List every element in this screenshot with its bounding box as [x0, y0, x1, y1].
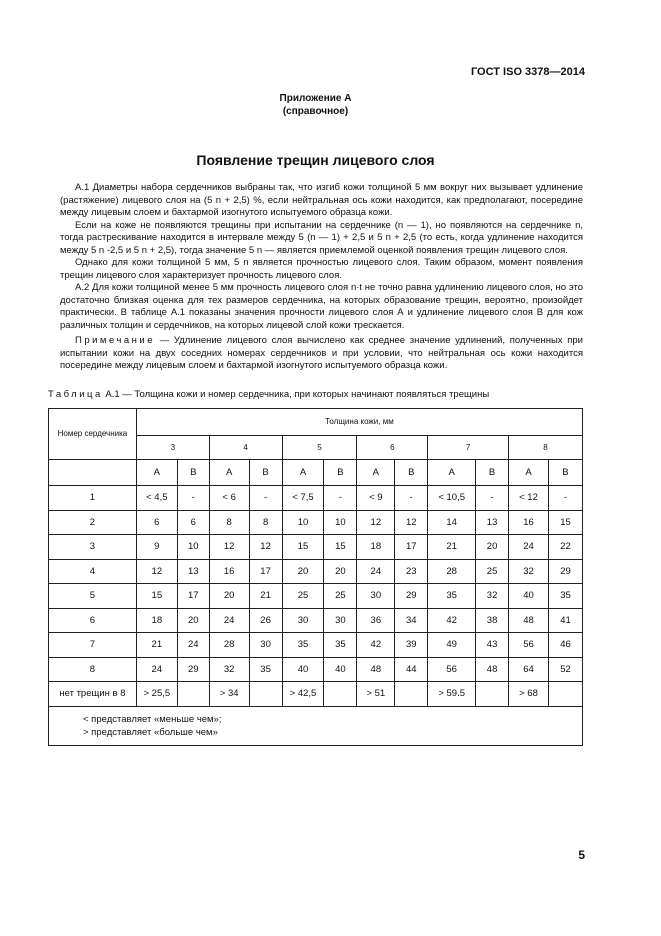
value-cell: 49 — [428, 633, 476, 658]
value-cell: < 4,5 — [136, 486, 177, 511]
value-cell: 24 — [209, 608, 249, 633]
table-row — [49, 633, 583, 658]
value-cell: 40 — [324, 657, 357, 682]
value-cell: 35 — [282, 633, 324, 658]
value-cell: > 34 — [209, 682, 249, 707]
value-cell: 13 — [177, 559, 209, 584]
value-cell: 26 — [249, 608, 282, 633]
value-cell: 56 — [428, 657, 476, 682]
value-cell: > 25,5 — [136, 682, 177, 707]
table-caption-text: А.1 — Толщина кожи и номер сердечника, при которых начинают появляться трещины — [102, 389, 490, 400]
value-cell — [177, 682, 209, 707]
sub-header: B — [395, 460, 428, 486]
mandrel-number-cell: 2 — [49, 510, 137, 535]
value-cell: < 6 — [209, 486, 249, 511]
thickness-header: 3 — [136, 436, 209, 460]
value-cell: 29 — [177, 657, 209, 682]
value-cell: 21 — [249, 584, 282, 609]
note-paragraph — [60, 335, 583, 373]
data-table — [48, 408, 583, 746]
value-cell: 20 — [282, 559, 324, 584]
value-cell — [476, 682, 509, 707]
value-cell: 30 — [249, 633, 282, 658]
value-cell: 29 — [548, 559, 582, 584]
value-cell: < 10,5 — [428, 486, 476, 511]
standard-code: ГОСТ ISO 3378—2014 — [470, 66, 585, 78]
value-cell: - — [324, 486, 357, 511]
value-cell — [395, 682, 428, 707]
value-cell: 52 — [548, 657, 582, 682]
value-cell: 20 — [476, 535, 509, 560]
value-cell: 22 — [548, 535, 582, 560]
value-cell: 14 — [428, 510, 476, 535]
paragraph-3: Однако для кожи толщиной 5 мм, 5 n является прочностью лицевого слоя. Таким образом, момент появления трещин лицевого слоя характеризует прочность лицевого слоя. — [60, 257, 583, 281]
sub-header: A — [282, 460, 324, 486]
thickness-header: 6 — [357, 436, 428, 460]
table-row — [49, 584, 583, 609]
note-text: — Удлинение лицевого слоя вычислено как среднее значение удлинений, полученных при испытании кожи на двух соседних номерах сердечников и при условии, что нейтральная ось кожи находится посередине между лицевым слоем и бахтармой изогнутого испытуемого образца кожи. — [60, 335, 583, 371]
value-cell: 56 — [509, 633, 549, 658]
value-cell: 21 — [428, 535, 476, 560]
mandrel-number-cell: 6 — [49, 608, 137, 633]
value-cell: 24 — [136, 657, 177, 682]
value-cell: 43 — [476, 633, 509, 658]
sub-header: B — [548, 460, 582, 486]
table-row — [49, 535, 583, 560]
mandrel-number-cell: 7 — [49, 633, 137, 658]
page-number: 5 — [578, 848, 585, 862]
value-cell: 12 — [249, 535, 282, 560]
body-text — [60, 182, 583, 373]
value-cell: > 51 — [357, 682, 395, 707]
value-cell: 8 — [209, 510, 249, 535]
value-cell: 18 — [136, 608, 177, 633]
value-cell: 48 — [509, 608, 549, 633]
value-cell: > 59.5 — [428, 682, 476, 707]
value-cell: 40 — [509, 584, 549, 609]
value-cell: 20 — [209, 584, 249, 609]
thickness-header: 4 — [209, 436, 282, 460]
value-cell: 32 — [209, 657, 249, 682]
value-cell: - — [395, 486, 428, 511]
mandrel-number-cell: 5 — [49, 584, 137, 609]
table-note-line: < представляет «меньше чем»; — [83, 713, 222, 725]
value-cell: 35 — [324, 633, 357, 658]
value-cell: 12 — [395, 510, 428, 535]
value-cell: 17 — [177, 584, 209, 609]
value-cell: 25 — [282, 584, 324, 609]
value-cell — [548, 682, 582, 707]
appendix-subtitle: (справочное) — [282, 106, 349, 117]
value-cell: 16 — [209, 559, 249, 584]
value-cell: > 42,5 — [282, 682, 324, 707]
value-cell: 24 — [177, 633, 209, 658]
sub-header: A — [136, 460, 177, 486]
value-cell: 15 — [282, 535, 324, 560]
value-cell: 30 — [282, 608, 324, 633]
value-cell: 41 — [548, 608, 582, 633]
value-cell: 15 — [136, 584, 177, 609]
value-cell — [249, 682, 282, 707]
mandrel-number-cell: 4 — [49, 559, 137, 584]
table-row — [49, 608, 583, 633]
value-cell: 15 — [324, 535, 357, 560]
sub-header: A — [357, 460, 395, 486]
mandrel-number-cell: нет трещин в 8 — [49, 682, 137, 707]
value-cell: 48 — [357, 657, 395, 682]
value-cell: 10 — [177, 535, 209, 560]
value-cell: 44 — [395, 657, 428, 682]
value-cell: 35 — [249, 657, 282, 682]
value-cell: 23 — [395, 559, 428, 584]
value-cell: 18 — [357, 535, 395, 560]
paragraph-a2: А.2 Для кожи толщиной менее 5 мм прочность лицевого слоя n·t не точно равна удлинению лицевого слоя, но это достаточно близкая оценка для тех размеров сердечника, на которых образование трещин, вероятно, произойдет практически. В таблице А.1 показаны значения прочности лицевого слоя А и удлинение лицевого слоя В для кож различных толщин и сердечников, на которых лицевой слой кожи трескается. — [60, 282, 583, 331]
value-cell: 12 — [357, 510, 395, 535]
row-header: Номер сердечника — [49, 409, 137, 460]
value-cell: < 7,5 — [282, 486, 324, 511]
appendix-title: Приложение А — [279, 93, 352, 104]
mandrel-number-cell: 3 — [49, 535, 137, 560]
empty-header-cell — [49, 460, 137, 486]
paragraph-a1: А.1 Диаметры набора сердечников выбраны так, что изгиб кожи толщиной 5 мм вокруг них вызывает удлинение (растяжение) лицевого слоя на (5 n + 2,5) %, если нейтральная ось кожи находится, как предполагают, посередине между лицевым слоем и бахтармой изогнутого испытуемого образца кожи. — [60, 182, 583, 218]
value-cell: 42 — [357, 633, 395, 658]
mandrel-number-cell: 1 — [49, 486, 137, 511]
sub-header: A — [428, 460, 476, 486]
value-cell: 30 — [357, 584, 395, 609]
table-row — [49, 657, 583, 682]
value-cell: 10 — [324, 510, 357, 535]
value-cell: 13 — [476, 510, 509, 535]
thickness-header: 7 — [428, 436, 509, 460]
table-caption-label: Таблица — [48, 389, 103, 400]
sub-header: B — [249, 460, 282, 486]
value-cell: 8 — [249, 510, 282, 535]
group-header: Толщина кожи, мм — [136, 409, 582, 436]
value-cell: 17 — [395, 535, 428, 560]
value-cell: 12 — [136, 559, 177, 584]
value-cell: < 9 — [357, 486, 395, 511]
table-row — [49, 510, 583, 535]
table-row — [49, 486, 583, 511]
value-cell: 36 — [357, 608, 395, 633]
paragraph-2: Если на коже не появляются трещины при испытании на сердечнике (n — 1), но появляются на сердечнике n, тогда растрескивание находится в интервале между 5 (n — 1) + 2,5 и 5 n + 2,5 (то есть, когда удлинение находится между 5 n -2,5 и 5 n + 2,5), тогда значение 5 n — является приемлемой оценкой появления трещин лицевого слоя. — [60, 219, 583, 256]
value-cell: 39 — [395, 633, 428, 658]
value-cell: 24 — [357, 559, 395, 584]
value-cell: 29 — [395, 584, 428, 609]
sub-header: A — [509, 460, 549, 486]
value-cell: 17 — [249, 559, 282, 584]
value-cell: 16 — [509, 510, 549, 535]
table-row — [49, 559, 583, 584]
value-cell: 32 — [509, 559, 549, 584]
table-notes — [49, 706, 583, 745]
value-cell: < 12 — [509, 486, 549, 511]
value-cell: 12 — [209, 535, 249, 560]
value-cell: 6 — [177, 510, 209, 535]
value-cell: 15 — [548, 510, 582, 535]
value-cell: 25 — [476, 559, 509, 584]
sub-header: B — [476, 460, 509, 486]
value-cell: 6 — [136, 510, 177, 535]
value-cell: 32 — [476, 584, 509, 609]
value-cell: 34 — [395, 608, 428, 633]
appendix-heading — [0, 92, 631, 118]
value-cell: 10 — [282, 510, 324, 535]
value-cell: 21 — [136, 633, 177, 658]
value-cell: > 68 — [509, 682, 549, 707]
table-caption — [48, 389, 489, 400]
value-cell: - — [476, 486, 509, 511]
table-note-line: > представляет «больше чем» — [83, 726, 218, 738]
value-cell: 38 — [476, 608, 509, 633]
value-cell: 40 — [282, 657, 324, 682]
value-cell: - — [249, 486, 282, 511]
value-cell: 35 — [548, 584, 582, 609]
sub-header: B — [177, 460, 209, 486]
value-cell: 9 — [136, 535, 177, 560]
value-cell: 48 — [476, 657, 509, 682]
value-cell: 24 — [509, 535, 549, 560]
thickness-header: 8 — [509, 436, 583, 460]
value-cell: 25 — [324, 584, 357, 609]
value-cell: 30 — [324, 608, 357, 633]
value-cell: 20 — [177, 608, 209, 633]
value-cell: 28 — [428, 559, 476, 584]
value-cell — [324, 682, 357, 707]
value-cell: - — [548, 486, 582, 511]
sub-header: B — [324, 460, 357, 486]
sub-header: A — [209, 460, 249, 486]
value-cell: 35 — [428, 584, 476, 609]
value-cell: 42 — [428, 608, 476, 633]
table-row — [49, 682, 583, 707]
value-cell: 28 — [209, 633, 249, 658]
mandrel-number-cell: 8 — [49, 657, 137, 682]
value-cell: 46 — [548, 633, 582, 658]
value-cell: - — [177, 486, 209, 511]
value-cell: 20 — [324, 559, 357, 584]
thickness-header: 5 — [282, 436, 357, 460]
value-cell: 64 — [509, 657, 549, 682]
section-title: Появление трещин лицевого слоя — [196, 152, 435, 168]
note-label: Примечание — [75, 335, 155, 346]
